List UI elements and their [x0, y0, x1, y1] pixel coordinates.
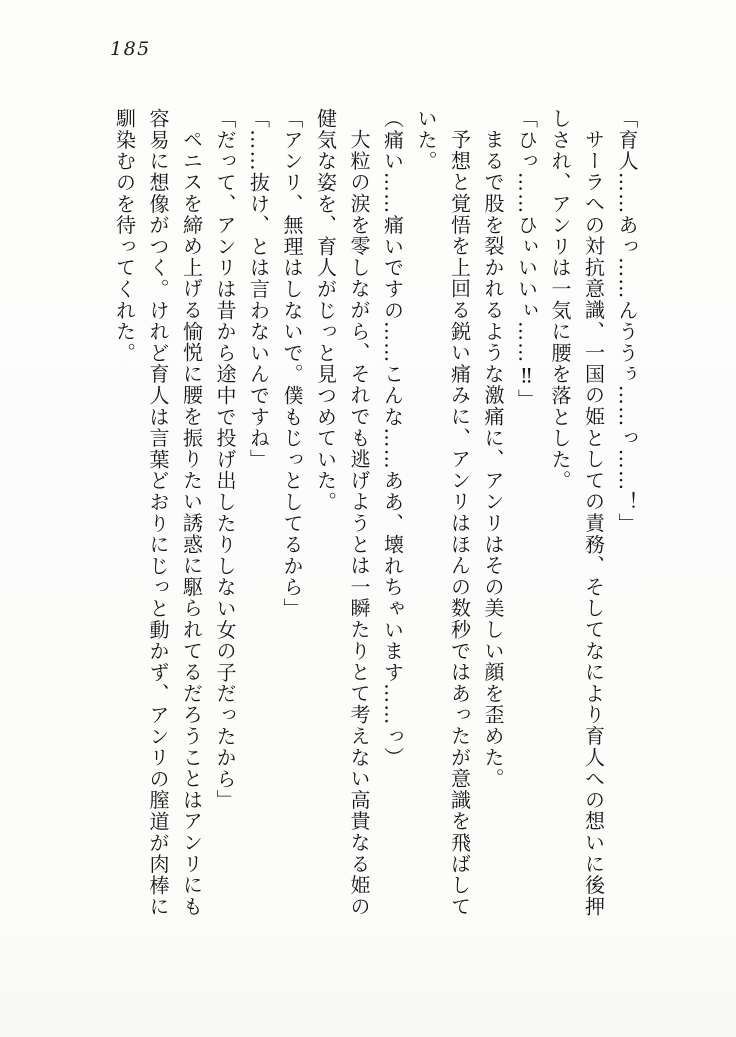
text-column: いた。	[414, 108, 438, 172]
text-column: 健気な姿を、育人がじっと見つめていた。	[313, 108, 338, 513]
text-column: まるで股を裂かれるような激痛に、アンリはその美しい顔を歪めた。	[481, 129, 505, 790]
text-column: 容易に想像がつく。けれど育人は言葉どおりにじっと動かず、アンリの膣道が肉棒に	[146, 108, 170, 918]
text-column: 馴染むのを待ってくれた。	[112, 108, 137, 364]
text-column: 大粒の涙を零しながら、それでも逃げようとは一瞬たりとて考えない高貴なる姫の	[347, 129, 371, 918]
text-column: 「だって、アンリは昔から途中で投げ出したりしない女の子だったから」	[213, 108, 237, 811]
text-column: 予想と覚悟を上回る鋭い痛みに、アンリはほんの数秒ではあったが意識を飛ばして	[447, 129, 472, 918]
text-column: 「育人……あっ……んううぅ……っ……！」	[615, 108, 639, 534]
text-column: 「……抜け、とは言わないんですね」	[246, 108, 271, 471]
page-number: 185	[110, 38, 151, 60]
text-column: サーラへの対抗意識、一国の姫としての責務、そしてなにより育人への想いに後押	[581, 129, 606, 918]
text-column: 「アンリ、無理はしないで。僕もじっとしてるから」	[280, 108, 304, 620]
text-column: しされ、アンリは一気に腰を落とした。	[548, 108, 572, 492]
text-column: 「ひっ……ひぃいいぃ……‼」	[514, 108, 539, 411]
text-column: （痛い……痛いですの……こんな……ああ、壊れちゃいます……っ）	[380, 108, 405, 769]
text-block	[107, 108, 643, 922]
text-column: ペニスを締め上げる愉悦に腰を振りたい誘惑に駆られてるだろうことはアンリにも	[179, 129, 204, 918]
